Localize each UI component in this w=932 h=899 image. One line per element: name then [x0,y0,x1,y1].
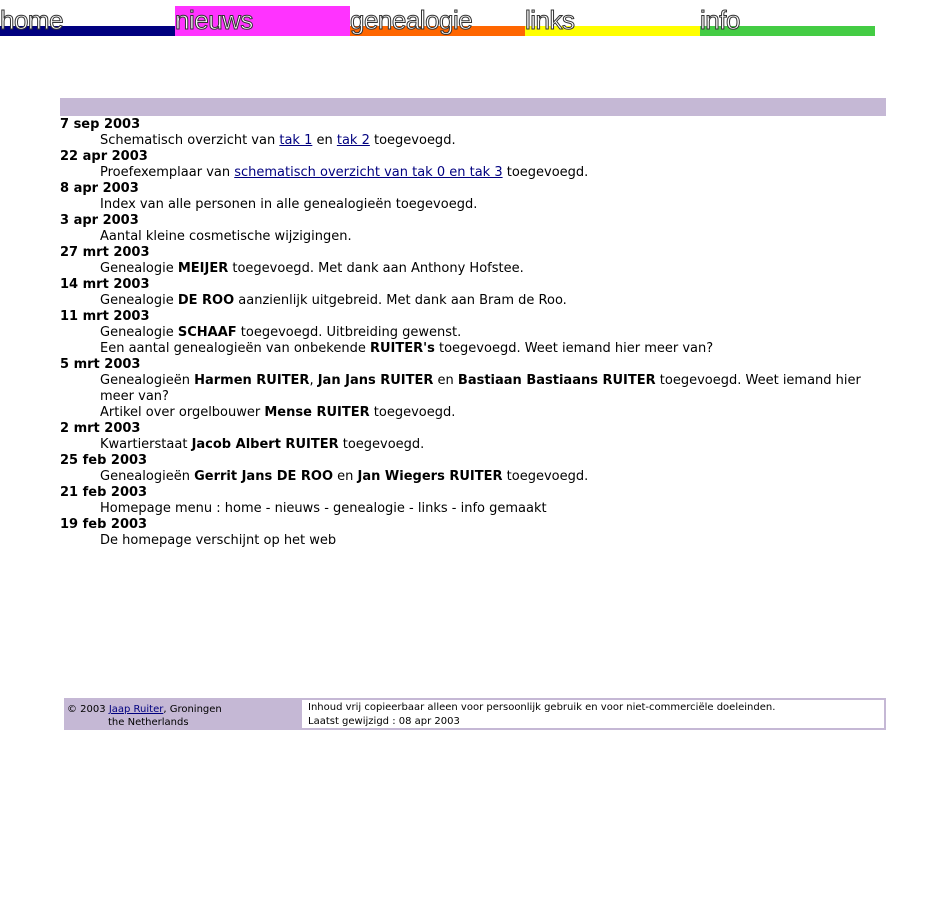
news-text: Schematisch overzicht van [100,133,280,148]
last-modified-text: Laatst gewijzigd : 08 apr 2003 [308,716,460,727]
news-item [60,165,886,181]
news-text: en [333,469,358,484]
author-link[interactable]: Jaap Ruiter [108,704,164,715]
footer-credits [64,698,300,730]
news-item [60,437,886,453]
news-name: DE ROO [177,293,235,308]
footer [64,698,886,730]
news-name: Harmen RUITER [194,373,310,388]
news-text: Genealogie [100,293,178,308]
news-item [60,469,886,485]
news-text: Genealogieën [100,373,195,388]
news-item [60,261,886,277]
menu-info-label: info [700,5,740,35]
country-text: the Netherlands [108,717,189,728]
news-text: Proefexemplaar van [100,165,235,180]
news-date: 22 apr 2003 [60,149,148,164]
news-link[interactable]: tak 2 [336,133,370,148]
menu-links[interactable] [525,6,700,36]
news-date: 5 mrt 2003 [60,357,141,372]
news-text: en [312,133,337,148]
menu-links-label: links [525,5,575,35]
menu-genealogie[interactable] [350,6,525,36]
news-date: 7 sep 2003 [60,117,141,132]
news-name: Jan Jans RUITER [317,373,434,388]
news-date: 11 mrt 2003 [60,309,150,324]
news-item [60,533,886,549]
news-link[interactable]: tak 1 [279,133,313,148]
top-menu [0,6,875,36]
footer-notice [300,698,886,730]
news-item [60,133,886,149]
news-name: RUITER's [369,341,435,356]
news-item [60,341,886,357]
menu-home-label: home [0,5,64,35]
news-date: 25 feb 2003 [60,453,148,468]
news-name: MEIJER [177,261,229,276]
news-text: Aantal kleine cosmetische wijzigingen. [100,229,352,244]
news-date: 3 apr 2003 [60,213,139,228]
news-name: Jan Wiegers RUITER [357,469,503,484]
footer-credit-line [67,703,300,716]
news-text: Kwartierstaat [100,437,192,452]
news-text: toegevoegd. [338,437,425,452]
news-item [60,293,886,309]
menu-nieuws[interactable] [175,6,350,36]
news-item [60,501,886,517]
news-name: Mense RUITER [264,405,370,420]
news-text: Homepage menu : home - nieuws - genealogie - links - info gemaakt [100,501,547,516]
news-name: Bastiaan Bastiaans RUITER [457,373,656,388]
news-text: toegevoegd. [369,133,456,148]
news-date: 8 apr 2003 [60,181,139,196]
news-text: Genealogie [100,325,178,340]
copyright-text: © 2003 [67,704,109,715]
city-text: , Groningen [163,704,222,715]
news-text: De homepage verschijnt op het web [100,533,337,548]
menu-home[interactable] [0,6,175,36]
news-item [60,197,886,213]
news-text: Artikel over orgelbouwer [100,405,265,420]
news-text: toegevoegd. Met dank aan Anthony Hofstee. [228,261,524,276]
news-name: Gerrit Jans DE ROO [194,469,334,484]
news-text: Een aantal genealogieën van onbekende [100,341,370,356]
news-text: toegevoegd. [502,469,589,484]
menu-genealogie-label: genealogie [350,5,473,35]
news-link[interactable]: schematisch overzicht van tak 0 en tak 3 [234,165,503,180]
license-text: Inhoud vrij copieerbaar alleen voor persoonlijk gebruik en voor niet-commerciële doeleinden. [308,702,776,713]
news-date: 19 feb 2003 [60,517,148,532]
news-text: , [309,373,318,388]
news-text: toegevoegd. Weet iemand hier meer van? [434,341,714,356]
news-text: toegevoegd. Weet iemand hier meer van? [100,373,861,404]
news-item [60,229,886,245]
news-date: 21 feb 2003 [60,485,148,500]
menu-nieuws-label: nieuws [175,5,253,35]
news-item [60,325,886,341]
news-date: 14 mrt 2003 [60,277,150,292]
news-text: toegevoegd. [369,405,456,420]
news-text: Genealogie [100,261,178,276]
news-text: toegevoegd. [502,165,589,180]
news-item [60,373,886,405]
news-date: 27 mrt 2003 [60,245,150,260]
news-text: toegevoegd. Uitbreiding gewenst. [236,325,462,340]
news-date: 2 mrt 2003 [60,421,141,436]
menu-info[interactable] [700,6,875,36]
news-name: Jacob Albert RUITER [191,437,339,452]
news-name: SCHAAF [177,325,237,340]
news-item [60,405,886,421]
header-strip [60,98,886,116]
news-text: en [433,373,458,388]
news-text: Genealogieën [100,469,195,484]
news-text: aanzienlijk uitgebreid. Met dank aan Bram de Roo. [234,293,567,308]
news-text: Index van alle personen in alle genealogieën toegevoegd. [100,197,478,212]
news-list [60,117,886,549]
